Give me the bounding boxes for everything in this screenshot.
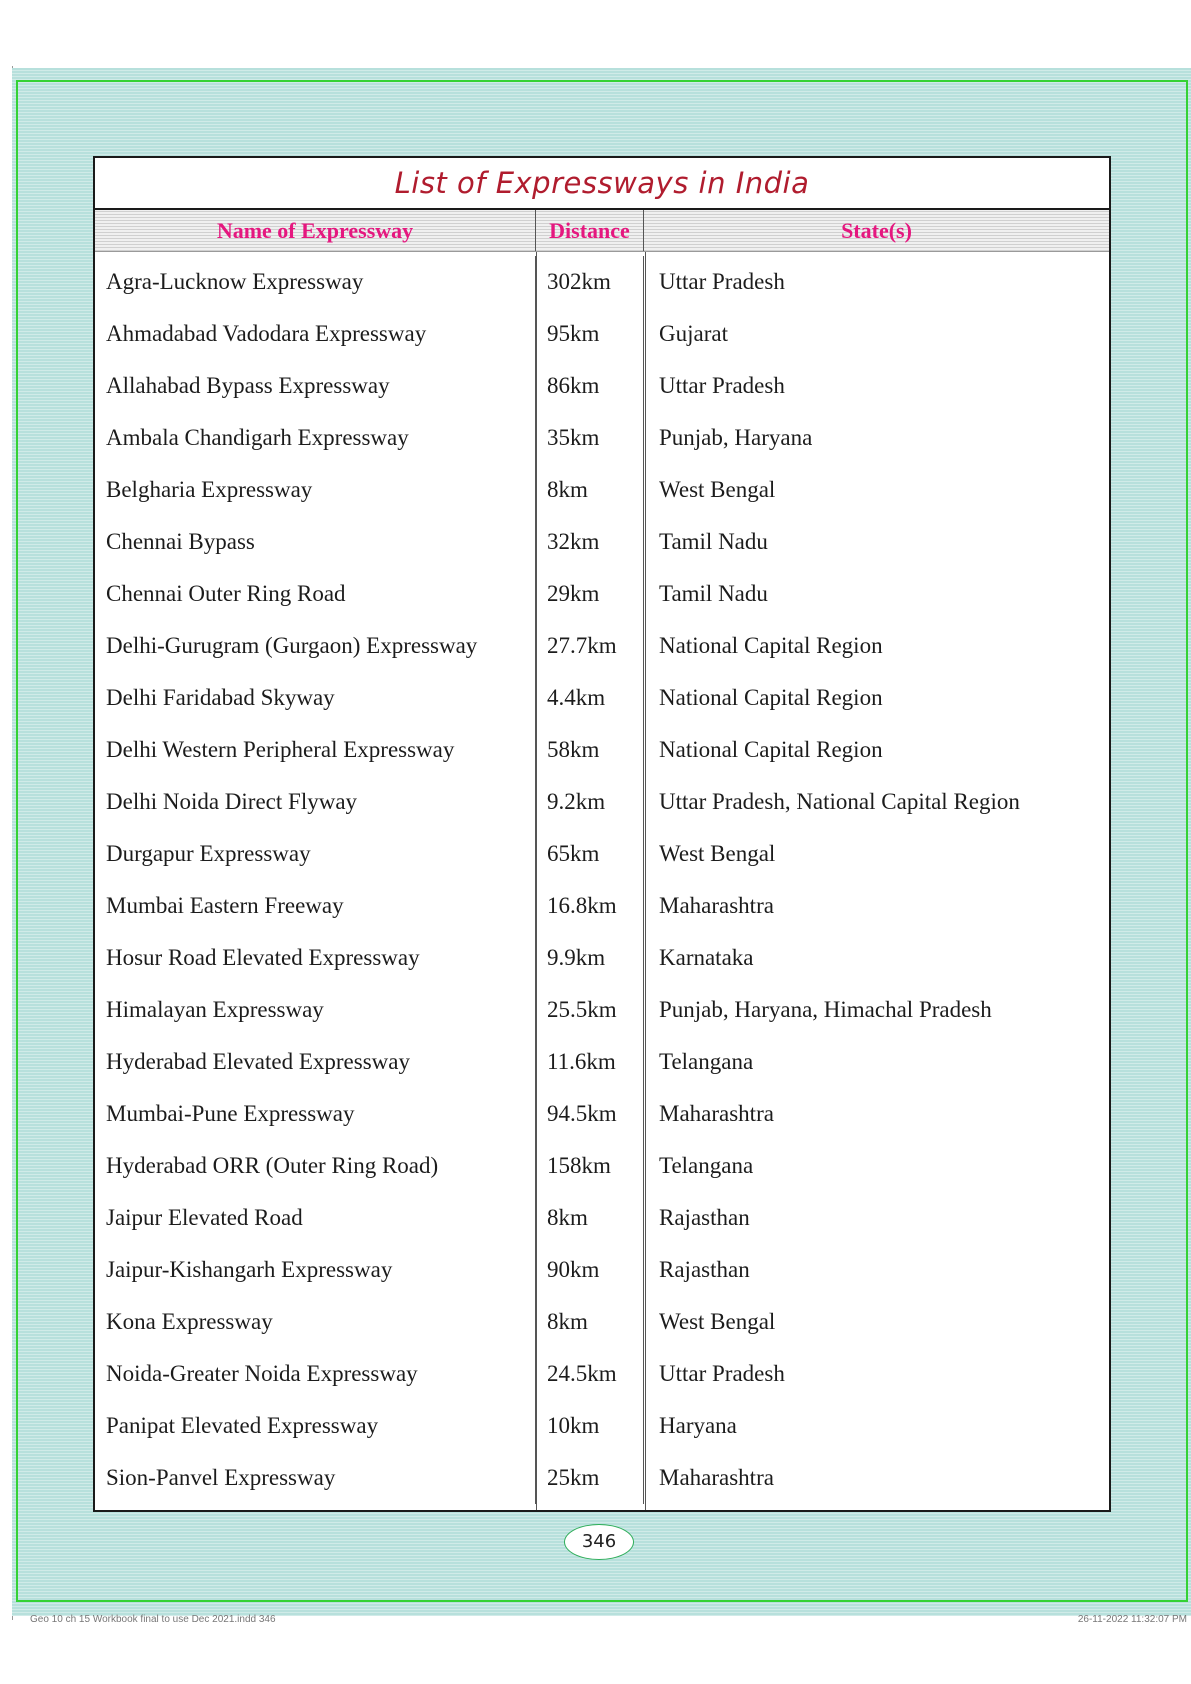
- cell-expressway-name: Delhi-Gurugram (Gurgaon) Expressway: [95, 620, 536, 672]
- table-body: [95, 252, 1109, 1504]
- table-row: [95, 1296, 1109, 1348]
- cell-states: National Capital Region: [659, 685, 883, 710]
- cell-expressway-name: Kona Expressway: [95, 1296, 536, 1348]
- table-row: [95, 932, 1109, 984]
- table-row: [95, 412, 1109, 464]
- column-divider: [536, 252, 537, 1510]
- cell-states: National Capital Region: [659, 633, 883, 658]
- table-row: [95, 620, 1109, 672]
- cell-states: Gujarat: [659, 321, 728, 346]
- table-row: [95, 1036, 1109, 1088]
- cell-distance: 8km: [536, 1296, 644, 1348]
- cell-expressway-name: Hyderabad ORR (Outer Ring Road): [95, 1140, 536, 1192]
- cell-distance: 4.4km: [536, 672, 644, 724]
- cell-expressway-name: Panipat Elevated Expressway: [95, 1400, 536, 1452]
- cell-states: Maharashtra: [659, 1465, 774, 1490]
- cell-distance: 90km: [536, 1244, 644, 1296]
- cell-distance: 9.2km: [536, 776, 644, 828]
- cell-distance: 25km: [536, 1452, 644, 1504]
- cell-states: Uttar Pradesh: [659, 269, 785, 294]
- cell-states: Punjab, Haryana, Himachal Pradesh: [659, 997, 992, 1022]
- cell-states: Uttar Pradesh: [659, 1361, 785, 1386]
- cell-distance: 32km: [536, 516, 644, 568]
- cell-expressway-name: Jaipur-Kishangarh Expressway: [95, 1244, 536, 1296]
- cell-distance: 95km: [536, 308, 644, 360]
- table-row: [95, 568, 1109, 620]
- cell-states: Telangana: [659, 1049, 754, 1074]
- header-name: Name of Expressway: [95, 210, 536, 251]
- cell-states: Haryana: [659, 1413, 737, 1438]
- cell-states: Rajasthan: [659, 1205, 750, 1230]
- column-divider: [645, 252, 646, 1510]
- table-row: [95, 1348, 1109, 1400]
- cell-expressway-name: Jaipur Elevated Road: [95, 1192, 536, 1244]
- print-slug-left: Geo 10 ch 15 Workbook final to use Dec 2021.indd 346: [30, 1614, 276, 1625]
- cell-states: Uttar Pradesh, National Capital Region: [659, 789, 1020, 814]
- cell-states: Punjab, Haryana: [659, 425, 813, 450]
- table-row: [95, 1244, 1109, 1296]
- cell-distance: 302km: [536, 256, 644, 308]
- table-row: [95, 724, 1109, 776]
- header-states: State(s): [841, 218, 912, 243]
- table-row: [95, 256, 1109, 308]
- table-row: [95, 1088, 1109, 1140]
- table-row: [95, 984, 1109, 1036]
- table-row: [95, 672, 1109, 724]
- cell-expressway-name: Delhi Western Peripheral Expressway: [95, 724, 536, 776]
- cell-distance: 86km: [536, 360, 644, 412]
- cell-expressway-name: Belgharia Expressway: [95, 464, 536, 516]
- cell-distance: 35km: [536, 412, 644, 464]
- cell-states: Telangana: [659, 1153, 754, 1178]
- header-distance: Distance: [536, 210, 644, 251]
- cell-distance: 8km: [536, 464, 644, 516]
- cell-expressway-name: Sion-Panvel Expressway: [95, 1452, 536, 1504]
- cell-states: Maharashtra: [659, 1101, 774, 1126]
- table-row: [95, 516, 1109, 568]
- cell-expressway-name: Ambala Chandigarh Expressway: [95, 412, 536, 464]
- table-header: [95, 210, 1109, 252]
- cell-states: Uttar Pradesh: [659, 373, 785, 398]
- cell-expressway-name: Mumbai Eastern Freeway: [95, 880, 536, 932]
- cell-states: West Bengal: [659, 1309, 776, 1334]
- cell-distance: 58km: [536, 724, 644, 776]
- table-title: List of Expressways in India: [95, 158, 1109, 210]
- cell-expressway-name: Delhi Noida Direct Flyway: [95, 776, 536, 828]
- table-row: [95, 1192, 1109, 1244]
- table-row: [95, 464, 1109, 516]
- table-row: [95, 1140, 1109, 1192]
- cell-distance: 24.5km: [536, 1348, 644, 1400]
- cell-expressway-name: Chennai Bypass: [95, 516, 536, 568]
- cell-states: Tamil Nadu: [659, 581, 768, 606]
- cell-expressway-name: Noida-Greater Noida Expressway: [95, 1348, 536, 1400]
- print-slug-right: 26-11-2022 11:32:07 PM: [1077, 1614, 1187, 1625]
- cell-expressway-name: Mumbai-Pune Expressway: [95, 1088, 536, 1140]
- cell-distance: 8km: [536, 1192, 644, 1244]
- cell-states: West Bengal: [659, 841, 776, 866]
- cell-states: Tamil Nadu: [659, 529, 768, 554]
- expressway-table: [93, 156, 1111, 1512]
- table-row: [95, 308, 1109, 360]
- cell-states: Karnataka: [659, 945, 754, 970]
- cell-expressway-name: Durgapur Expressway: [95, 828, 536, 880]
- cell-distance: 29km: [536, 568, 644, 620]
- cell-states: Maharashtra: [659, 893, 774, 918]
- cell-states: West Bengal: [659, 477, 776, 502]
- cell-expressway-name: Chennai Outer Ring Road: [95, 568, 536, 620]
- cell-expressway-name: Agra-Lucknow Expressway: [95, 256, 536, 308]
- cell-states: Rajasthan: [659, 1257, 750, 1282]
- cell-distance: 16.8km: [536, 880, 644, 932]
- cell-expressway-name: Hyderabad Elevated Expressway: [95, 1036, 536, 1088]
- cell-distance: 25.5km: [536, 984, 644, 1036]
- cell-distance: 11.6km: [536, 1036, 644, 1088]
- cell-expressway-name: Himalayan Expressway: [95, 984, 536, 1036]
- cell-distance: 27.7km: [536, 620, 644, 672]
- cell-distance: 94.5km: [536, 1088, 644, 1140]
- cell-expressway-name: Allahabad Bypass Expressway: [95, 360, 536, 412]
- table-row: [95, 1400, 1109, 1452]
- cell-distance: 10km: [536, 1400, 644, 1452]
- table-row: [95, 1452, 1109, 1504]
- table-row: [95, 828, 1109, 880]
- cell-expressway-name: Ahmadabad Vadodara Expressway: [95, 308, 536, 360]
- cell-distance: 9.9km: [536, 932, 644, 984]
- table-row: [95, 360, 1109, 412]
- cell-distance: 65km: [536, 828, 644, 880]
- page-number: 346: [564, 1524, 634, 1560]
- cell-distance: 158km: [536, 1140, 644, 1192]
- table-row: [95, 880, 1109, 932]
- table-row: [95, 776, 1109, 828]
- cell-states: National Capital Region: [659, 737, 883, 762]
- cell-expressway-name: Hosur Road Elevated Expressway: [95, 932, 536, 984]
- cell-expressway-name: Delhi Faridabad Skyway: [95, 672, 536, 724]
